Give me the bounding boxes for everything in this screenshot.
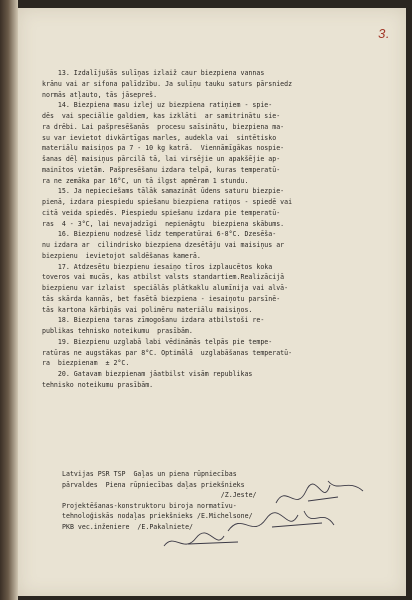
text-line: citā veida spiedēs. Piespiedu spiešanu izdara pie temperatū- [42, 208, 281, 217]
text-line: šanas dēļ maisiņus pārcilā tā, lai virsējie un apakšējie ap- [42, 155, 281, 163]
text-line: tās skārda kannās, bet fasētā biezpiena - iesaiņotu parsīnē- [42, 294, 281, 303]
text-line: ra biezpienam ± 2°C. [42, 359, 130, 368]
text-line: 18. Biezpiena taras zīmogošanu izdara atbilstoši re- [42, 316, 265, 325]
text-line: publikas tehnisko noteikumu prasībām. [42, 327, 193, 335]
text-line: 14. Biezpiena masu izlej uz biezpiena ratiņiem - spie- [42, 101, 273, 110]
document-body [42, 68, 392, 391]
text-line: 15. Ja nepieciešams tālāk samazināt ūdens saturu biezpie- [42, 187, 285, 196]
text-line: biezpienu var izlaist speciālās plātkaklu alumīnija vai alvā- [42, 284, 289, 292]
text-line: tehnisko noteikumu prasībām. [42, 380, 154, 389]
text-line: mainītos vietām. Pašpresēšanu izdara telpā, kuras temperatū- [42, 165, 281, 174]
text-line: 17. Atdzesētu biezpienu iesaiņo tīros izplaucētos koka [42, 262, 273, 271]
text-line: 20. Gatavam biezpienam jāatbilst visām republikas [42, 370, 253, 378]
text-line: biezpienu ievietojot saldēšanas kamerā. [42, 251, 201, 260]
signature-line: /Z.Jeste/ [62, 491, 257, 500]
page-number: 3. [378, 26, 390, 41]
text-line: 13. Izdalījušās sulīņas izlaiž caur biezpiena vannas [42, 69, 265, 77]
text-line: 19. Biezpienu uzglabā labi vēdināmās telpās pie tempe- [42, 337, 273, 346]
text-line: krānu vai ar sifona palīdzību. Ja sulīņu tauku saturs pārsniedz [42, 79, 293, 88]
binding-edge [0, 0, 18, 600]
text-line: ratūras ne augstākas par 8°C. Optimālā uzglabāšanas temperatū- [42, 348, 293, 357]
text-line: nu izdara ar cilindrisko biezpiena dzesētāju vai maisiņus ar [42, 241, 285, 249]
text-line: toveros vai mucās, kas atbilst valsts standartiem.Realizācijā [42, 273, 285, 282]
text-line: su var ievietot divkārtīgas marles, audekla vai sintētisko [42, 133, 277, 142]
signature-line: tehnoloģiskās nodaļas priekšnieks /E.Michelsone/ [62, 512, 253, 521]
signature-line: Projektēšanas-konstruktoru biroja normatīvu- [62, 501, 237, 510]
text-line: normās atļauto, tās jāsepreš. [42, 90, 158, 99]
text-line: pienā, izdara piespiedu spiešanu biezpiena ratiņos - spiedē vai [42, 198, 293, 206]
signature-line: pārvaldes Piena rūpniecības daļas priekšnieks [62, 480, 245, 489]
text-line: ras 4 - 3°C, lai nevajadzīgi nepienāgtu biezpiena skābums. [42, 219, 285, 228]
text-line: ra ne zemāka par 16°C, un tā ilgst apmēram 1 stundu. [42, 176, 249, 185]
text-line: 16. Biezpienu nodzesē līdz temperatūrai 6-8°C. Dzesēša- [42, 230, 277, 239]
text-line: tās kartona kārbiņās vai polimēru materiālu maisiņos. [42, 305, 253, 314]
text-line: dēs vai speciālie galdiem, kas izklāti ar samitrinātu sie- [42, 112, 281, 120]
handwritten-signature-pakalniete [158, 528, 268, 558]
text-line: ra drēbi. Lai pašpresēšanās procesu saīsinātu, biezpiena ma- [42, 122, 285, 131]
text-line: materiālu maisiņos pa 7 - 10 kg katrā. Viennāmīgākas nospie- [42, 144, 285, 153]
signature-line: PKB vec.inženiere /E.Pakalniete/ [62, 522, 194, 531]
signature-line: Latvijas PSR TSP Gaļas un piena rūpniecības [62, 470, 237, 478]
